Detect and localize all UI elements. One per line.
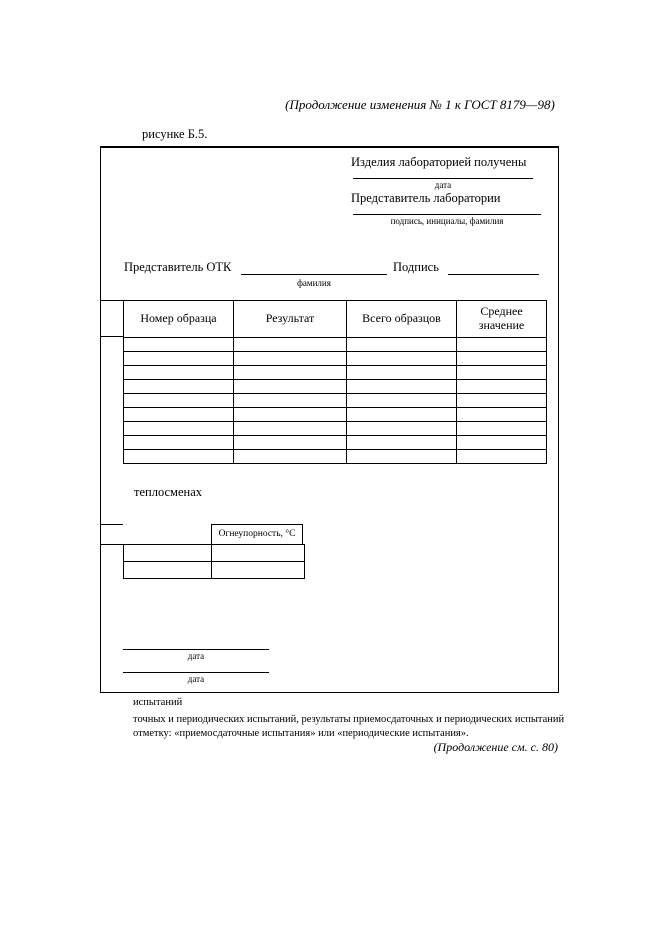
- table-row: [124, 562, 305, 579]
- table-cell: [457, 380, 547, 394]
- table-cell: [124, 422, 234, 436]
- table-row: [124, 545, 305, 562]
- table-cell: [457, 338, 547, 352]
- table-cell: [212, 562, 305, 579]
- signature-line: [448, 260, 539, 275]
- table-cell: [347, 380, 457, 394]
- table-cell: [234, 408, 347, 422]
- table-cell: [124, 545, 212, 562]
- table-row: [124, 436, 547, 450]
- table-left-tick-headerline: [101, 336, 123, 337]
- results-table-header-row: [124, 301, 547, 338]
- table-cell: [124, 352, 234, 366]
- table-row: [124, 338, 547, 352]
- lab-representative-line: [353, 214, 541, 215]
- table-cell: [457, 352, 547, 366]
- table-row: [124, 352, 547, 366]
- table-cell: [347, 450, 457, 464]
- table-cell: [457, 422, 547, 436]
- table-cell: [347, 408, 457, 422]
- lab-representative-label: Представитель лаборатории: [351, 191, 501, 205]
- table-cell: [234, 338, 347, 352]
- otk-label: Представитель ОТК: [124, 260, 232, 274]
- table-cell: [234, 380, 347, 394]
- table-row: [124, 408, 547, 422]
- table-cell: [457, 450, 547, 464]
- table-row: [124, 366, 547, 380]
- table-cell: [212, 545, 305, 562]
- table-cell: [234, 366, 347, 380]
- table-row: [124, 422, 547, 436]
- otk-name-line: [241, 260, 387, 275]
- table-cell: [124, 450, 234, 464]
- surname-hint: фамилия: [297, 278, 331, 288]
- table-cell: [457, 394, 547, 408]
- received-date-line: [353, 178, 533, 179]
- table-cell: [124, 408, 234, 422]
- table-cell: [234, 422, 347, 436]
- table-cell: [124, 562, 212, 579]
- col-header-total-samples: Всего образцов: [347, 301, 457, 338]
- date-line-1: [123, 649, 269, 650]
- table-cell: [347, 436, 457, 450]
- refractoriness-header-cell: Огнеупорность, °С: [211, 524, 303, 545]
- date-line-2: [123, 672, 269, 673]
- table-left-tick-top: [101, 300, 123, 301]
- table-cell: [347, 422, 457, 436]
- col-header-average-value: Среднее значение: [457, 301, 547, 338]
- table-cell: [124, 338, 234, 352]
- footnote-fragment: испытаний: [133, 697, 183, 708]
- table-cell: [347, 394, 457, 408]
- table-cell: [457, 366, 547, 380]
- table-cell: [234, 394, 347, 408]
- figure-reference: рисунке Б.5.: [142, 127, 208, 141]
- table-row: [124, 450, 547, 464]
- table-cell: [457, 436, 547, 450]
- form-frame: [100, 146, 559, 693]
- date-hint-2: дата: [187, 651, 205, 661]
- table-cell: [457, 408, 547, 422]
- table-cell: [234, 436, 347, 450]
- thermal-cycles-label: теплосменах: [134, 485, 202, 499]
- table-cell: [347, 352, 457, 366]
- table-cell: [124, 380, 234, 394]
- signature-label: Подпись: [393, 260, 439, 274]
- footnote-paragraph: точных и периодических испытаний, результаты приемосдаточных и периодических испытаний отметку: «приемосдаточные испытания» или «периодические испытания».: [133, 714, 565, 739]
- small-table-left-tick-mid: [101, 544, 123, 545]
- table-cell: [124, 436, 234, 450]
- table-row: [124, 380, 547, 394]
- continuation-note: (Продолжение см. с. 80): [433, 740, 558, 754]
- date-hint-3: дата: [187, 674, 205, 684]
- received-label: Изделия лабораторией получены: [351, 155, 527, 169]
- table-cell: [234, 352, 347, 366]
- results-table: [123, 300, 547, 464]
- table-cell: [347, 366, 457, 380]
- table-cell: [347, 338, 457, 352]
- signature-hint: подпись, инициалы, фамилия: [390, 216, 504, 226]
- table-row: [124, 394, 547, 408]
- table-cell: [234, 450, 347, 464]
- table-cell: [124, 394, 234, 408]
- col-header-result: Результат: [234, 301, 347, 338]
- running-header: (Продолжение изменения № 1 к ГОСТ 8179—98): [285, 97, 555, 112]
- date-hint-1: дата: [434, 180, 452, 190]
- table-cell: [124, 366, 234, 380]
- col-header-sample-number: Номер образца: [124, 301, 234, 338]
- refractoriness-table: [123, 544, 305, 579]
- small-table-left-tick-top: [101, 524, 123, 525]
